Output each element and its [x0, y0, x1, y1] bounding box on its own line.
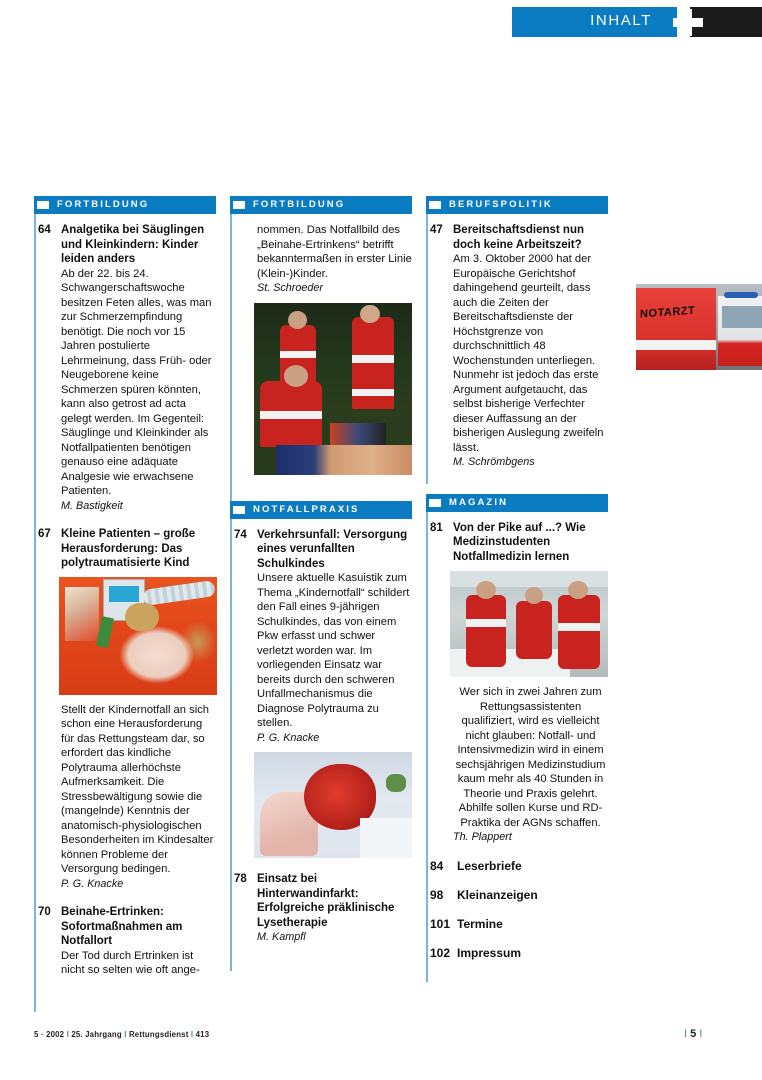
entry-body: Wer sich in zwei Jahren zum Rettungsassistenten qualifiziert, wird es vielleicht nicht glauben: Notfall- und Intensivmedizin wird in einem sechsjährigen Medizinstudium kaum mehr als 40 Stunden in Theorie und Praxis gelehrt. Abhilfe sollen Kurse und RD-Praktika der AGNs schaffen.: [455, 686, 606, 829]
footer-separator: I: [190, 1030, 194, 1039]
toc-entry[interactable]: [232, 872, 412, 945]
rescue-team-treating-patient-photo: [254, 303, 412, 475]
footer-publication: Rettungsdienst: [128, 1030, 189, 1039]
toc-entry[interactable]: [428, 521, 608, 565]
page-title: INHALT: [590, 12, 652, 29]
baby-with-ventilation-mask-photo: [59, 577, 217, 695]
footer-page-number-value: 5: [690, 1028, 697, 1040]
footer-separator: I: [124, 1030, 127, 1039]
toc-entry-body: [36, 703, 216, 892]
column-rule: [426, 214, 428, 484]
section-band-fortbildung: [230, 196, 412, 214]
section-band-magazin: [426, 494, 608, 512]
column-rule: [230, 519, 232, 971]
medical-students-in-ambulance-photo: [450, 571, 608, 677]
section-band-label: BERUFSPOLITIK: [449, 199, 553, 210]
toc-entry[interactable]: [36, 905, 216, 978]
entry-title: Beinahe-Ertrinken: Sofortmaßnahmen am Notfallort: [61, 906, 183, 947]
section-fortbildung-1: [34, 196, 216, 978]
toc-entry-body: [428, 685, 608, 845]
toc-entry[interactable]: [232, 528, 412, 746]
continuation-body: nommen. Das Notfallbild des „Beinahe-Ertrinkens“ betrifft bekanntermaßen in erster Linie (Klein-)Kinder.: [257, 224, 412, 280]
section-band-notfallpraxis: [230, 501, 412, 519]
entry-body: Am 3. Oktober 2000 hat der Europäische Gerichtshof dahingehend geurteilt, dass auch die Zeiten der Bereitschaftsdienste der Höchstgrenze von durchschnittlich 48 Wochenstunden unterliegen. Nunmehr ist jedoch das erste Argument aufgetaucht, das selbst bisherige Verfechter dieser Auffassung an der bisherigen Auslegung zweifeln lässt.: [453, 253, 604, 454]
entry-page-number: 47: [430, 224, 443, 236]
page-header: [0, 0, 762, 44]
continuation-author: St. Schroeder: [257, 282, 324, 294]
entry-page-number: 70: [38, 906, 51, 918]
toc-entry[interactable]: [36, 527, 216, 571]
toc-list-item[interactable]: [428, 917, 608, 932]
entry-page-number: 84: [430, 858, 444, 873]
ambulance-vehicle-label: NOTARZT: [640, 304, 696, 321]
entry-title: Bereitschaftsdienst nun doch keine Arbeitszeit?: [453, 224, 584, 251]
section-berufspolitik: [426, 196, 608, 470]
band-notch-icon: [429, 201, 441, 209]
entry-title: Leserbriefe: [457, 858, 522, 873]
entry-body: Ab der 22. bis 24. Schwangerschaftswoche besitzen Feten alles, was man zur Schmerzempfindung benötigt. Die noch vor 15 Jahren postulierte Lehrmeinung, dass Früh- oder Neugeborene keine Schmerzen spüren könnten, kann also getrost ad acta gelegt werden. Im Gegenteil: Säuglinge und Kleinkinder als Notfallpatienten benötigen genauso eine adäquate Analgesie wie erwachsene Patienten.: [61, 267, 212, 497]
footer-bar-right: I: [699, 1028, 703, 1040]
head-trauma-patient-photo: [254, 752, 412, 858]
section-band-fortbildung: [34, 196, 216, 214]
toc-column-3: [426, 196, 608, 961]
toc-entry[interactable]: [36, 223, 216, 513]
entry-body: Der Tod durch Ertrinken ist nicht so selten wie oft ange-: [61, 949, 200, 976]
entry-author: P. G. Knacke: [257, 731, 320, 744]
entry-page-number: 81: [430, 521, 443, 534]
entry-page-number: 78: [234, 873, 247, 885]
entry-author: M. Kampfl: [257, 931, 306, 943]
column-rule: [34, 214, 36, 1012]
entry-title: Impressum: [457, 945, 522, 960]
entry-author: M. Bastigkeit: [61, 499, 123, 512]
section-band-label: MAGAZIN: [449, 496, 509, 508]
footer-imprint-line: [34, 1030, 209, 1039]
section-notfallpraxis: [230, 501, 412, 945]
entry-title: Kleinanzeigen: [457, 887, 538, 902]
section-magazin: [426, 494, 608, 961]
entry-title: Von der Pike auf ...? Wie Medizinstudenten Notfallmedizin lernen: [453, 521, 586, 563]
footer-page-ref: 413: [195, 1030, 210, 1039]
footer-issue: 5 · 2002: [34, 1030, 65, 1039]
cross-icon: [673, 7, 703, 37]
section-band-berufspolitik: [426, 196, 608, 214]
section-band-label: NOTFALLPRAXIS: [253, 503, 360, 515]
band-notch-icon: [37, 201, 49, 209]
column-rule: [230, 214, 232, 507]
toc-list-item[interactable]: [428, 946, 608, 961]
toc-list-item[interactable]: [428, 859, 608, 874]
entry-title: Analgetika bei Säuglingen und Kleinkindern: Kinder leiden anders: [61, 224, 205, 265]
band-notch-icon: [233, 506, 245, 514]
entry-page-number: 101: [430, 916, 451, 931]
entry-author: M. Schrömbgens: [453, 456, 535, 468]
toc-continuation: [232, 223, 412, 296]
entry-author: Th. Plappert: [453, 831, 512, 843]
toc-list-item[interactable]: [428, 888, 608, 903]
toc-entry[interactable]: [428, 223, 608, 470]
entry-page-number: 98: [430, 887, 444, 902]
toc-column-2: [230, 196, 412, 945]
footer-separator: I: [66, 1030, 69, 1039]
entry-title: Termine: [457, 916, 503, 931]
entry-page-number: 67: [38, 528, 51, 540]
section-band-label: FORTBILDUNG: [253, 199, 346, 210]
band-notch-icon: [429, 499, 441, 507]
entry-title: Verkehrsunfall: Versorgung eines verunfallten Schulkindes: [257, 528, 408, 570]
ambulance-convoy-photo: [636, 284, 762, 370]
entry-page-number: 74: [234, 528, 247, 541]
footer-volume: 25. Jahrgang: [71, 1030, 122, 1039]
entry-page-number: 64: [38, 224, 51, 236]
band-notch-icon: [233, 201, 245, 209]
entry-page-number: 102: [430, 945, 451, 960]
section-fortbildung-2: [230, 196, 412, 475]
entry-body: Stellt der Kindernotfall an sich schon eine Herausforderung für das Rettungsteam dar, so erfordert das kindliche Polytrauma allerhöchste Aufmerksamkeit. Die Stressbewältigung sowie die (mangelnde) Kenntnis der anatomisch-physiologischen Besonderheiten im Kindesalter können Probleme der Versorgung bedingen.: [61, 703, 214, 875]
entry-author: P. G. Knacke: [61, 877, 124, 890]
footer-bar-left: I: [684, 1028, 688, 1040]
footer-page-number: [684, 1028, 702, 1040]
entry-body: Unsere aktuelle Kasuistik zum Thema „Kindernotfall“ schildert den Fall eines 9-jährigen Schulkindes, das von einem Pkw erfasst und schwer verletzt worden war. Im vorliegenden Einsatz war bereits durch den schweren Unfallmechanismus die Diagnose Polytrauma zu stellen.: [257, 572, 410, 729]
toc-column-1: [34, 196, 216, 978]
entry-title: Einsatz bei Hinterwandinfarkt: Erfolgreiche präklinische Lysetherapie: [257, 873, 395, 929]
section-band-label: FORTBILDUNG: [57, 199, 150, 210]
column-rule: [426, 512, 428, 982]
entry-title: Kleine Patienten – große Herausforderung: Das polytraumatisierte Kind: [61, 528, 196, 569]
